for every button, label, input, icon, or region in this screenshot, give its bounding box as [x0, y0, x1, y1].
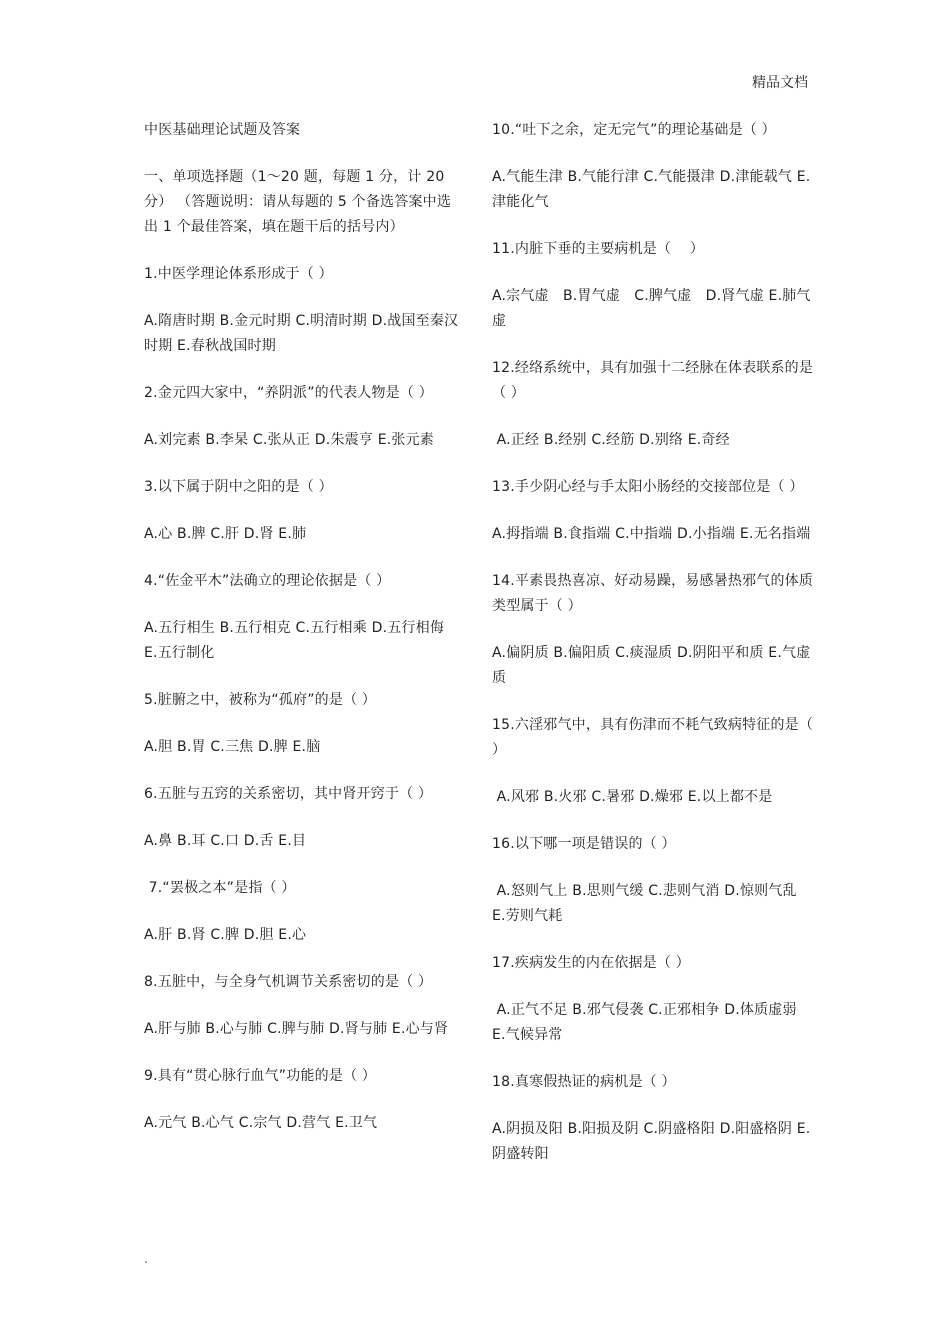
question-7: 7.“罢极之本”是指（ ） [144, 880, 296, 896]
question-6: 6.五脏与五窍的关系密切，其中肾开窍于（ ） [144, 786, 433, 802]
question-9: 9.具有“贯心脉行血气”功能的是（ ） [144, 1068, 377, 1084]
question-8: 8.五脏中，与全身气机调节关系密切的是（ ） [144, 974, 433, 990]
options-9: A.元气 B.心气 C.宗气 D.营气 E.卫气 [144, 1115, 378, 1131]
question-1: 1.中医学理论体系形成于（ ） [144, 266, 333, 282]
options-8: A.肝与肺 B.心与肺 C.脾与肺 D.肾与肺 E.心与肾 [144, 1021, 449, 1037]
question-17: 17.疾病发生的内在依据是（ ） [492, 955, 690, 971]
question-2: 2.金元四大家中，“养阴派”的代表人物是（ ） [144, 385, 433, 401]
options-13: A.拇指端 B.食指端 C.中指端 D.小指端 E.无名指端 [492, 526, 811, 542]
options-12: A.正经 B.经别 C.经筋 D.别络 E.奇经 [492, 432, 730, 448]
document-title: 中医基础理论试题及答案 [144, 122, 301, 138]
question-10: 10.“吐下之余，定无完气”的理论基础是（ ） [492, 122, 776, 138]
options-11: A.宗气虚 B.胃气虚 C.脾气虚 D.肾气虚 E.肺气虚 [492, 288, 811, 329]
options-14: A.偏阴质 B.偏阳质 C.痰湿质 D.阴阳平和质 E.气虚质 [492, 645, 811, 686]
options-3: A.心 B.脾 C.肝 D.肾 E.肺 [144, 526, 307, 542]
question-5: 5.脏腑之中，被称为“孤府”的是（ ） [144, 692, 377, 708]
question-4: 4.“佐金平木”法确立的理论依据是（ ） [144, 573, 391, 589]
right-column [492, 118, 814, 1189]
question-3: 3.以下属于阴中之阳的是（ ） [144, 479, 333, 495]
question-13: 13.手少阴心经与手太阳小肠经的交接部位是（ ） [492, 479, 804, 495]
question-16: 16.以下哪一项是错误的（ ） [492, 836, 676, 852]
options-2: A.刘完素 B.李杲 C.张从正 D.朱震亨 E.张元素 [144, 432, 434, 448]
options-10: A.气能生津 B.气能行津 C.气能摄津 D.津能载气 E.津能化气 [492, 169, 811, 210]
options-16: A.怒则气上 B.思则气缓 C.悲则气消 D.惊则气乱 E.劳则气耗 [492, 883, 802, 924]
options-15: A.风邪 B.火邪 C.暑邪 D.燥邪 E.以上都不是 [492, 789, 773, 805]
page-header: 精品文档 [752, 75, 808, 91]
question-12: 12.经络系统中，具有加强十二经脉在体表联系的是（ ） [492, 360, 814, 401]
options-5: A.胆 B.胃 C.三焦 D.脾 E.脑 [144, 739, 321, 755]
options-4: A.五行相生 B.五行相克 C.五行相乘 D.五行相侮 E.五行制化 [144, 620, 445, 661]
options-18: A.阴损及阳 B.阳损及阴 C.阴盛格阳 D.阳盛格阴 E.阴盛转阳 [492, 1121, 811, 1162]
question-18: 18.真寒假热证的病机是（ ） [492, 1074, 676, 1090]
options-17: A.正气不足 B.邪气侵袭 C.正邪相争 D.体质虚弱 E.气候异常 [492, 1002, 802, 1043]
options-6: A.鼻 B.耳 C.口 D.舌 E.目 [144, 833, 307, 849]
section-instructions: 一、单项选择题（1～20 题，每题 1 分，计 20 分） （答题说明：请从每题的 5 个备选答案中选出 1 个最佳答案，填在题干后的括号内） [144, 169, 452, 235]
options-1: A.隋唐时期 B.金元时期 C.明清时期 D.战国至秦汉时期 E.春秋战国时期 [144, 313, 459, 354]
question-14: 14.平素畏热喜凉、好动易躁，易感暑热邪气的体质类型属于（ ） [492, 573, 814, 614]
question-11: 11.内脏下垂的主要病机是（ ） [492, 241, 705, 257]
question-15: 15.六淫邪气中，具有伤津而不耗气致病特征的是（ ） [492, 717, 814, 758]
left-column [144, 118, 460, 1158]
footer-mark: . [144, 1252, 148, 1266]
options-7: A.肝 B.肾 C.脾 D.胆 E.心 [144, 927, 307, 943]
